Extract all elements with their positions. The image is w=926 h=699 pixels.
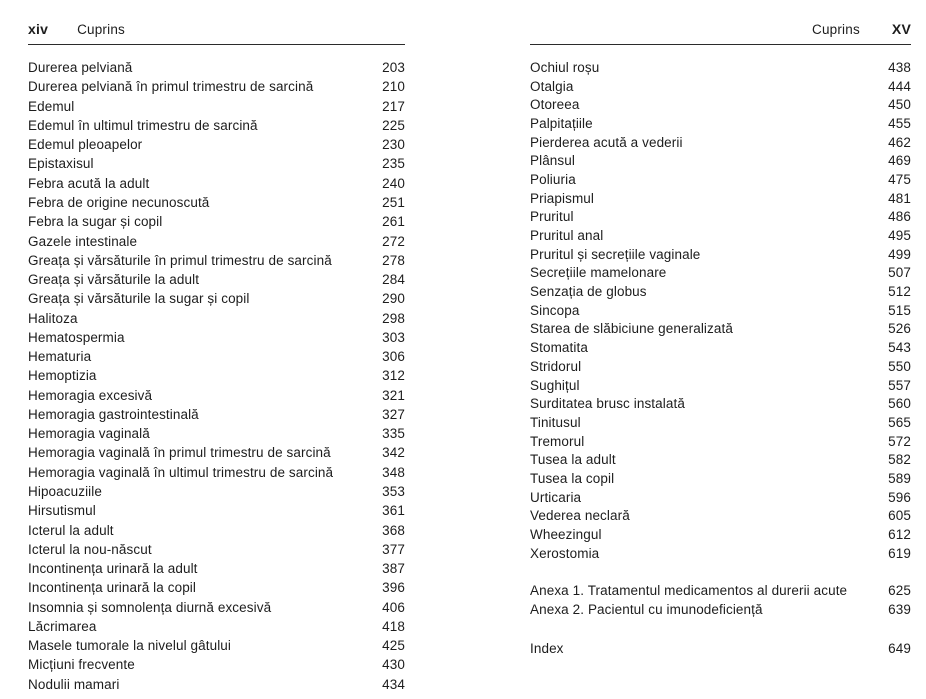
toc-entry-page: 543 — [888, 340, 911, 356]
toc-entry — [28, 289, 405, 308]
toc-entry-title: Plânsul — [530, 153, 575, 169]
toc-entry — [530, 170, 911, 189]
toc-entry-page: 438 — [888, 59, 911, 75]
toc-entry-title: Micțiuni frecvente — [28, 657, 135, 673]
toc-entry-page: 462 — [888, 134, 911, 150]
toc-entry-title: Insomnia și somnolența diurnă excesivă — [28, 599, 272, 615]
toc-entry — [530, 208, 911, 227]
toc-entry-page: 306 — [382, 349, 405, 365]
toc-entry — [28, 231, 405, 250]
toc-entry-title: Surditatea brusc instalată — [530, 396, 685, 412]
toc-entry — [530, 469, 911, 488]
toc-entry-title: Pierderea acută a vederii — [530, 134, 683, 150]
toc-entry-page: 469 — [888, 153, 911, 169]
toc-entry-page: 430 — [382, 657, 405, 673]
toc-entry — [530, 282, 911, 301]
toc-entry-title: Poliuria — [530, 171, 576, 187]
toc-entry — [530, 525, 911, 544]
toc-entry-title: Urticaria — [530, 489, 582, 505]
toc-entry-page: 515 — [888, 302, 911, 318]
toc-entry — [28, 328, 405, 347]
toc-entry-title: Hemoragia vaginală — [28, 426, 150, 442]
toc-entry — [530, 226, 911, 245]
toc-entry-title: Xerostomia — [530, 545, 600, 561]
toc-entry-title: Hemoragia gastrointestinală — [28, 406, 199, 422]
toc-entry-title: Sughițul — [530, 377, 580, 393]
toc-entry-page: 526 — [888, 321, 911, 337]
toc-entry-title: Incontinența urinară la copil — [28, 580, 197, 596]
toc-entry-page: 649 — [888, 640, 911, 656]
toc-entry — [530, 320, 911, 339]
toc-entry-page: 335 — [382, 426, 405, 442]
toc-entry-page: 240 — [382, 175, 405, 191]
toc-entry — [28, 366, 405, 385]
toc-entry — [530, 357, 911, 376]
toc-entry — [28, 617, 405, 636]
toc-entry-title: Icterul la nou-născut — [28, 541, 152, 557]
toc-entry-page: 625 — [888, 583, 911, 599]
toc-entry — [530, 301, 911, 320]
toc-entry — [28, 443, 405, 462]
toc-entry — [28, 174, 405, 193]
toc-entry-title: Hemoragia excesivă — [28, 387, 153, 403]
toc-entry — [530, 639, 911, 658]
toc-entry — [530, 488, 911, 507]
toc-entry-page: 639 — [888, 602, 911, 618]
toc-entry — [530, 77, 911, 96]
toc-entry-title: Ochiul roșu — [530, 59, 600, 75]
toc-entry-title: Masele tumorale la nivelul gâtului — [28, 638, 232, 654]
toc-entry-page: 582 — [888, 452, 911, 468]
toc-entry — [530, 507, 911, 526]
toc-entry — [28, 501, 405, 520]
toc-entry-page: 235 — [382, 156, 405, 172]
header-rule-left — [28, 44, 405, 45]
toc-entry-page: 203 — [382, 60, 405, 76]
toc-entry-page: 619 — [888, 545, 911, 561]
toc-entry-page: 605 — [888, 508, 911, 524]
toc-entry — [530, 58, 911, 77]
toc-entry — [28, 540, 405, 559]
toc-entry-page: 444 — [888, 78, 911, 94]
toc-entry-title: Tinitusul — [530, 414, 581, 430]
toc-entry — [28, 597, 405, 616]
toc-entry — [28, 116, 405, 135]
toc-entry-page: 342 — [382, 445, 405, 461]
toc-entry — [28, 578, 405, 597]
page-left — [28, 21, 405, 694]
toc-list-index — [530, 639, 911, 658]
toc-entry — [28, 193, 405, 212]
toc-entry-title: Incontinența urinară la adult — [28, 561, 198, 577]
toc-entry-page: 321 — [382, 387, 405, 403]
toc-list-left — [28, 58, 405, 694]
toc-entry-page: 361 — [382, 503, 405, 519]
toc-entry-page: 560 — [888, 396, 911, 412]
page-right — [530, 21, 911, 658]
toc-entry — [28, 482, 405, 501]
toc-entry-page: 507 — [888, 265, 911, 281]
toc-entry-title: Edemul în ultimul trimestru de sarcină — [28, 117, 258, 133]
toc-entry — [530, 376, 911, 395]
toc-entry — [28, 347, 405, 366]
toc-entry — [28, 405, 405, 424]
toc-entry-page: 327 — [382, 406, 405, 422]
toc-entry-title: Icterul la adult — [28, 522, 114, 538]
toc-entry-title: Durerea pelviană — [28, 60, 133, 76]
toc-entry — [28, 559, 405, 578]
toc-entry-title: Edemul — [28, 98, 75, 114]
page-header-left — [28, 21, 405, 38]
toc-entry-page: 217 — [382, 98, 405, 114]
toc-entry-title: Tusea la copil — [530, 470, 615, 486]
toc-entry-page: 565 — [888, 414, 911, 430]
toc-entry-page: 434 — [382, 676, 405, 692]
header-rule-right — [530, 44, 911, 45]
toc-entry-page: 406 — [382, 599, 405, 615]
toc-entry-page: 272 — [382, 233, 405, 249]
toc-entry-title: Otalgia — [530, 78, 574, 94]
toc-entry — [28, 636, 405, 655]
toc-entry — [28, 212, 405, 231]
toc-entry-title: Pruritul anal — [530, 228, 604, 244]
toc-entry — [530, 338, 911, 357]
toc-entry — [28, 308, 405, 327]
toc-entry-page: 353 — [382, 483, 405, 499]
toc-list-right — [530, 58, 911, 563]
toc-entry — [530, 95, 911, 114]
toc-entry-title: Febra acută la adult — [28, 175, 150, 191]
toc-entry-title: Stridorul — [530, 358, 582, 374]
toc-entry — [28, 270, 405, 289]
folio-right: XV — [891, 21, 911, 37]
toc-entry-title: Nodulii mamari — [28, 676, 120, 692]
toc-entry-title: Tremorul — [530, 433, 585, 449]
toc-entry-title: Greața și vărsăturile în primul trimestru de sarcină — [28, 252, 332, 268]
toc-entry-page: 557 — [888, 377, 911, 393]
toc-entry-title: Otoreea — [530, 97, 580, 113]
toc-entry-title: Vederea neclară — [530, 508, 630, 524]
toc-entry-title: Stomatita — [530, 340, 588, 356]
toc-entry — [530, 264, 911, 283]
toc-entry — [28, 58, 405, 77]
toc-entry-title: Hemoragia vaginală în primul trimestru de sarcină — [28, 445, 331, 461]
toc-entry — [28, 655, 405, 674]
toc-entry-page: 225 — [382, 117, 405, 133]
toc-entry-title: Hirsutismul — [28, 503, 96, 519]
toc-entry-title: Hematuria — [28, 349, 92, 365]
toc-entry-title: Priapismul — [530, 190, 595, 206]
toc-entry-title: Pruritul și secrețiile vaginale — [530, 246, 701, 262]
toc-entry-title: Hemoptizia — [28, 368, 97, 384]
toc-entry — [530, 133, 911, 152]
toc-entry-page: 495 — [888, 228, 911, 244]
toc-entry-page: 377 — [382, 541, 405, 557]
toc-entry — [530, 432, 911, 451]
toc-entry-page: 348 — [382, 464, 405, 480]
toc-entry-title: Greața și vărsăturile la sugar și copil — [28, 291, 250, 307]
toc-entry — [530, 544, 911, 563]
toc-entry-title: Hematospermia — [28, 329, 125, 345]
toc-entry — [530, 582, 911, 601]
toc-entry-page: 368 — [382, 522, 405, 538]
toc-entry-title: Index — [530, 640, 564, 656]
toc-entry-page: 278 — [382, 252, 405, 268]
toc-entry — [28, 675, 405, 694]
toc-entry-page: 290 — [382, 291, 405, 307]
folio-left: xiv — [28, 21, 49, 37]
toc-entry-title: Halitoza — [28, 310, 78, 326]
toc-entry — [530, 151, 911, 170]
toc-entry — [530, 114, 911, 133]
toc-entry — [28, 424, 405, 443]
toc-entry-page: 572 — [888, 433, 911, 449]
toc-entry-page: 589 — [888, 470, 911, 486]
toc-entry — [28, 77, 405, 96]
toc-entry-page: 425 — [382, 638, 405, 654]
toc-entry-page: 486 — [888, 209, 911, 225]
toc-entry — [28, 97, 405, 116]
toc-entry-page: 475 — [888, 171, 911, 187]
toc-entry-page: 210 — [382, 79, 405, 95]
toc-entry-page: 499 — [888, 246, 911, 262]
toc-entry-page: 303 — [382, 329, 405, 345]
toc-entry-page: 450 — [888, 97, 911, 113]
toc-entry — [530, 245, 911, 264]
toc-entry — [530, 189, 911, 208]
toc-entry-title: Lăcrimarea — [28, 618, 97, 634]
toc-entry-title: Senzația de globus — [530, 284, 647, 300]
toc-entry — [530, 394, 911, 413]
toc-entry-title: Sincopa — [530, 302, 580, 318]
toc-entry-page: 230 — [382, 137, 405, 153]
toc-entry-title: Edemul pleoapelor — [28, 137, 143, 153]
toc-entry — [28, 135, 405, 154]
toc-entry-page: 387 — [382, 561, 405, 577]
toc-entry-title: Wheezingul — [530, 527, 602, 543]
toc-entry-page: 396 — [382, 580, 405, 596]
toc-entry-title: Greața și vărsăturile la adult — [28, 272, 200, 288]
toc-entry-title: Anexa 2. Pacientul cu imunodeficiență — [530, 602, 763, 618]
toc-entry-page: 512 — [888, 284, 911, 300]
toc-entry — [530, 450, 911, 469]
toc-entry-page: 612 — [888, 527, 911, 543]
toc-entry-page: 455 — [888, 115, 911, 131]
toc-entry-title: Tusea la adult — [530, 452, 616, 468]
running-head-right: Cuprins — [812, 22, 860, 37]
toc-entry — [28, 154, 405, 173]
toc-entry-title: Durerea pelviană în primul trimestru de sarcină — [28, 79, 314, 95]
toc-entry-title: Hemoragia vaginală în ultimul trimestru de sarcină — [28, 464, 334, 480]
toc-entry-page: 251 — [382, 194, 405, 210]
toc-entry-title: Anexa 1. Tratamentul medicamentos al durerii acute — [530, 583, 848, 599]
toc-entry-title: Febra de origine necunoscută — [28, 194, 210, 210]
running-head-left: Cuprins — [77, 22, 125, 37]
toc-entry — [28, 386, 405, 405]
toc-entry-page: 312 — [382, 368, 405, 384]
toc-entry-page: 550 — [888, 358, 911, 374]
toc-entry-title: Epistaxisul — [28, 156, 94, 172]
toc-entry — [28, 520, 405, 539]
toc-entry-title: Pruritul — [530, 209, 574, 225]
toc-entry-page: 284 — [382, 272, 405, 288]
toc-entry-title: Starea de slăbiciune generalizată — [530, 321, 733, 337]
toc-entry-page: 418 — [382, 618, 405, 634]
toc-entry-page: 596 — [888, 489, 911, 505]
toc-list-annex — [530, 582, 911, 619]
toc-entry — [530, 413, 911, 432]
toc-entry-title: Gazele intestinale — [28, 233, 138, 249]
toc-entry-title: Palpitațiile — [530, 115, 593, 131]
page-header-right — [530, 21, 911, 38]
toc-entry-page: 298 — [382, 310, 405, 326]
toc-entry-title: Febra la sugar și copil — [28, 214, 163, 230]
toc-entry-page: 481 — [888, 190, 911, 206]
toc-entry — [530, 600, 911, 619]
toc-entry — [28, 463, 405, 482]
toc-entry-page: 261 — [382, 214, 405, 230]
toc-entry-title: Secrețiile mamelonare — [530, 265, 667, 281]
toc-entry — [28, 251, 405, 270]
toc-entry-title: Hipoacuziile — [28, 483, 102, 499]
